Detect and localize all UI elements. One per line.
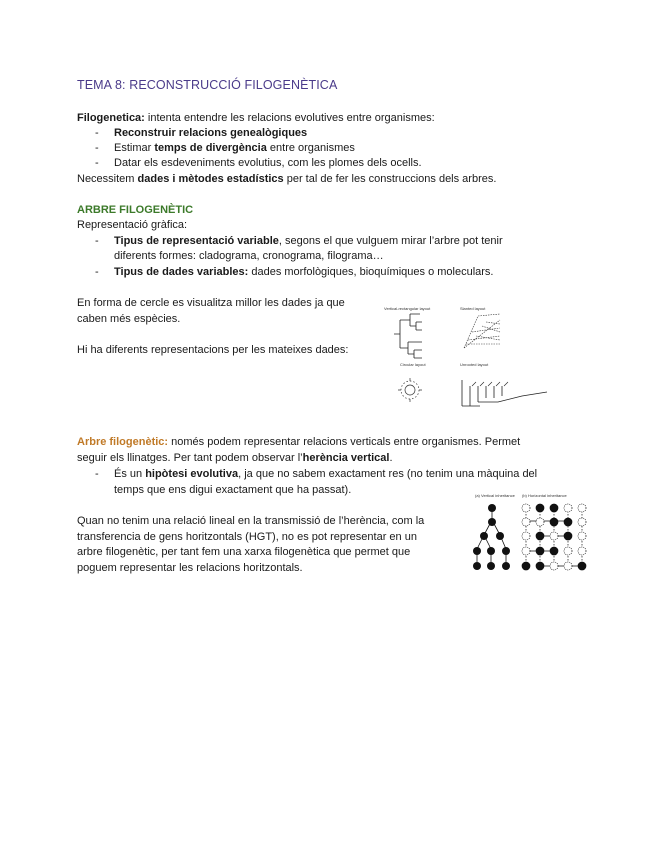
fig-label: Unrooted layout: [460, 362, 489, 367]
vertical-tree-nodes: [473, 504, 510, 570]
intro-text: intenta entendre les relacions evolutives entre organismes:: [144, 112, 435, 124]
bullet-pre: És un: [114, 468, 146, 480]
representations-para: Hi ha diferents representacions per les mateixes dades:: [77, 344, 349, 356]
circle-para-line1: En forma de cercle es visualitza millor les dades ja que: [77, 297, 345, 309]
intro-bullet-1: [114, 126, 307, 140]
bullet-pre: Estimar: [114, 142, 155, 154]
fig-label: Slanted layout: [460, 306, 486, 311]
fig-label: (b) Horizontal inheritance: [522, 493, 567, 498]
term-filogenetica: Filogenetica:: [77, 112, 145, 124]
node-filled: [502, 547, 510, 555]
section-heading-arbre: ARBRE FILOGENÈTIC: [77, 204, 194, 216]
node-filled: [488, 504, 496, 512]
fig-label: Vertical-rectangular layout: [384, 306, 431, 311]
dash-bullet: -: [95, 468, 99, 480]
bullet-text: Datar els esdeveniments evolutius, com les plomes dels ocells.: [114, 157, 422, 169]
repr-line: Representació gràfica:: [77, 219, 188, 231]
vertical-l2-post: .: [389, 452, 393, 464]
unrooted-tree-icon: [462, 380, 547, 406]
slanted-tree-icon: [464, 314, 500, 348]
vertical-para-line1: [77, 435, 577, 449]
dash-bullet: -: [95, 266, 99, 278]
dash-bullet: -: [95, 142, 99, 154]
arbre-bullet-1-line2: diferents formes: cladograma, cronograma, filograma…: [114, 250, 384, 262]
vertical-para-line2: [77, 451, 393, 465]
intro-bullet-2: [114, 141, 355, 155]
circle-para-line2: caben més espècies.: [77, 313, 181, 325]
node-filled: [480, 532, 488, 540]
need-pre: Necessitem: [77, 173, 138, 185]
inheritance-svg: [470, 491, 588, 575]
bullet-rest: , ja que no sabem exactament res (no tenim una màquina del: [238, 468, 538, 480]
bullet-bold: temps de divergència: [154, 142, 267, 154]
hgt-para-line3: arbre filogenètic, per tant fem una xarxa filogenètica que permet que: [77, 546, 411, 558]
bullet-bold: Tipus de dades variables:: [114, 266, 249, 278]
bullet-rest: dades morfològiques, bioquímiques o moleculars.: [248, 266, 494, 278]
hgt-para-line2: transferencia de gens horitzontals (HGT), no es pot representar en un: [77, 531, 417, 543]
arbre-bullet-2: [114, 265, 494, 279]
term-arbre-filogenetic: Arbre filogenètic:: [77, 436, 169, 448]
node-filled: [487, 547, 495, 555]
node-filled: [473, 547, 481, 555]
hypothesis-bullet: [114, 467, 577, 481]
arbre-bullet-1: [114, 234, 577, 248]
dash-bullet: -: [95, 127, 99, 139]
hgt-para-line1: Quan no tenim una relació lineal en la transmissió de l’herència, com la: [77, 515, 425, 527]
node-filled: [502, 562, 510, 570]
fig-label: (a) Vertical inheritance: [475, 493, 515, 498]
rectangular-tree-icon: [394, 314, 422, 358]
dash-bullet: -: [95, 157, 99, 169]
node-filled: [488, 518, 496, 526]
bullet-bold: hipòtesi evolutiva: [145, 468, 239, 480]
node-filled: [496, 532, 504, 540]
hypothesis-bullet-line2: temps que ens digui exactament que ha passat).: [114, 484, 352, 496]
fig-label: Circular layout: [400, 362, 426, 367]
inheritance-figure: [470, 491, 588, 575]
node-filled: [487, 562, 495, 570]
intro-line: [77, 111, 435, 125]
bullet-bold: Tipus de representació variable: [114, 235, 279, 247]
circular-tree-icon: [398, 378, 422, 402]
vertical-l2-bold: herència vertical: [302, 452, 390, 464]
need-bold: dades i mètodes estadístics: [137, 173, 284, 185]
page-title: TEMA 8: RECONSTRUCCIÓ FILOGENÈTICA: [77, 78, 338, 92]
intro-bullet-3: [114, 156, 422, 170]
tree-layouts-svg: [382, 302, 577, 414]
need-post: per tal de fer les construccions dels arbres.: [283, 173, 497, 185]
tree-layouts-figure: [382, 302, 577, 414]
vertical-l1-rest: només podem representar relacions verticals entre organismes. Permet: [168, 436, 521, 448]
node-filled: [473, 562, 481, 570]
need-line: [77, 172, 496, 186]
bullet-rest: entre organismes: [266, 142, 355, 154]
vertical-l2-pre: seguir els llinatges. Per tant podem observar l’: [77, 452, 303, 464]
bullet-bold: Reconstruir relacions genealògiques: [114, 127, 308, 139]
dash-bullet: -: [95, 235, 99, 247]
bullet-rest: , segons el que vulguem mirar l’arbre pot tenir: [278, 235, 503, 247]
hgt-para-line4: poguem representar les relacions horitzontals.: [77, 562, 303, 574]
